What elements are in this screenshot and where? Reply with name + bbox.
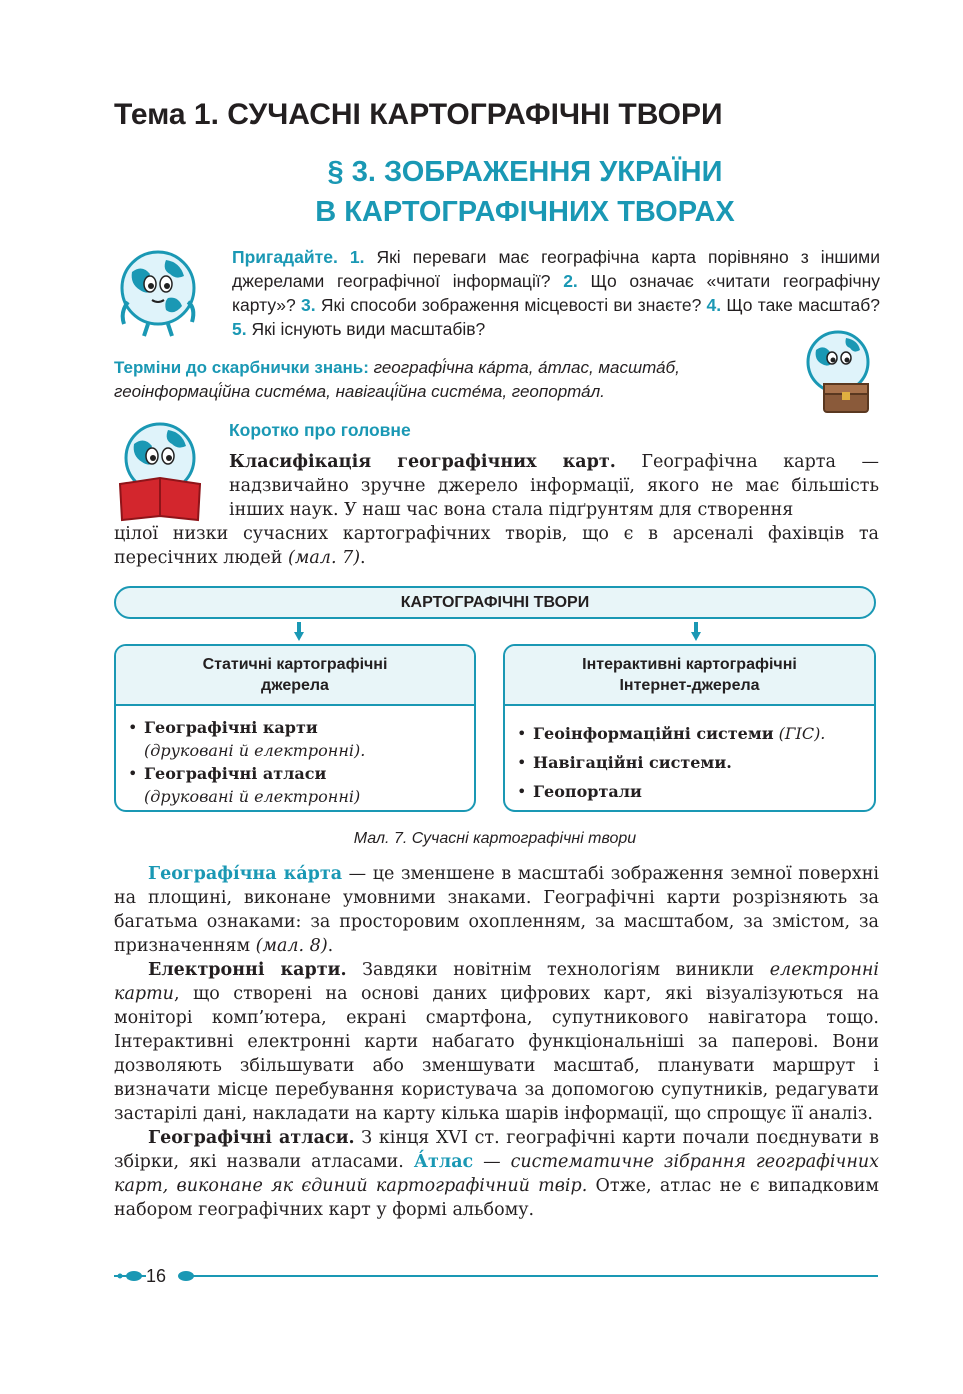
recall-question-2: Що означає «читати географічну карту»? bbox=[232, 271, 880, 315]
page-number: 16 bbox=[146, 1266, 167, 1286]
static-sources-heading bbox=[116, 646, 474, 706]
footer-line bbox=[195, 1275, 878, 1277]
recall-question-4: Що таке масштаб? bbox=[721, 295, 880, 315]
list-item bbox=[517, 780, 874, 803]
intro-text1: Географічна карта — надзвичайно зручне джерело інформації, якого не має більшість інших наук. У наш час вона стала підґрунтям для створення bbox=[229, 452, 879, 520]
intro-figure-ref: (мал. 7) bbox=[288, 548, 361, 568]
recall-question-1: Які переваги має географічна карта порівняно з іншими джерелами географічної інформації? bbox=[232, 247, 880, 291]
brief-heading: Коротко про головне bbox=[229, 420, 411, 440]
p2-text2: , що створені на основі даних цифрових карт, які візуалізуються на моніторі комп’ютера, екрані смартфона, супутникового навігатора тощо. Інтерактивні електронні карти набагато функціональніші за паперові. Вони дозволяють збільшувати або зменшувати масштаб, планувати маршрут і визначати місце перебування користувача за допомогою супутників, редагувати застарілі дані, накладати на карту кілька шарів інформації, що спрощує її аналіз. bbox=[114, 984, 879, 1124]
interactive-item-geoportals: Геопортали bbox=[533, 782, 642, 801]
p2-heading: Електронні карти. bbox=[148, 960, 347, 980]
intro-paragraph-part1 bbox=[229, 450, 879, 522]
intro-end: . bbox=[360, 548, 366, 568]
static-sources-list bbox=[116, 706, 474, 808]
paragraph-map-definition bbox=[114, 862, 879, 958]
paragraph-electronic-maps bbox=[114, 958, 879, 1126]
interactive-item-gis: Геоінформаційні системи bbox=[533, 724, 774, 743]
figure-caption: Мал. 7. Сучасні картографічні твори bbox=[353, 830, 637, 847]
key-terms-list: географі́чна ка́рта, а́тлас, масшта́б, геоінформаці́йна систе́ма, навігаці́йна систе́ма, геопорта́л. bbox=[114, 358, 680, 401]
list-item bbox=[128, 716, 474, 762]
p3-italic: — систематичне зібрання географічних карт, виконане як єдиний картографічний твір. bbox=[114, 1152, 879, 1196]
p3-heading: Географічні атласи. bbox=[148, 1128, 355, 1148]
static-item-maps-note: (друковані й електронні). bbox=[144, 741, 366, 760]
paragraph-atlases bbox=[114, 1126, 879, 1222]
diagram-top-box: КАРТОГРАФІЧНІ ТВОРИ bbox=[114, 586, 876, 619]
arrow-down-icon bbox=[294, 622, 304, 642]
static-sources-heading-line1: Статичні картографічні bbox=[202, 656, 388, 673]
recall-label: Пригадайте. bbox=[232, 247, 338, 267]
interactive-sources-box bbox=[503, 644, 876, 812]
paragraph-title-line2: В КАРТОГРАФІЧНИХ ТВОРАХ bbox=[315, 196, 735, 228]
topic-title: Тема 1. СУЧАСНІ КАРТОГРАФІЧНІ ТВОРИ bbox=[114, 98, 723, 131]
interactive-item-gis-abbr: (ГІС). bbox=[773, 724, 826, 743]
recall-questions bbox=[232, 245, 880, 341]
p3-text2: Отже, атлас не є випадковим набором географічних карт у формі альбому. bbox=[114, 1176, 879, 1220]
recall-number-2: 2. bbox=[563, 271, 578, 291]
p3-text1: З кінця XVI ст. географічні карти почали поєднувати в збірки, які назвали атласами. bbox=[114, 1128, 879, 1172]
intro-bold: Класифікація географічних карт. bbox=[229, 452, 616, 472]
globe-mascot-reading-icon bbox=[108, 418, 218, 524]
list-item bbox=[128, 762, 474, 808]
p2-text1: Завдяки новітнім технологіям виникли bbox=[346, 960, 770, 980]
paragraph-title bbox=[180, 152, 870, 232]
p1-end: . bbox=[327, 936, 334, 956]
p2-italic: електронні карти bbox=[114, 960, 879, 1004]
globe-mascot-thinking-icon bbox=[108, 242, 208, 342]
list-item bbox=[517, 722, 874, 745]
arrow-down-icon bbox=[691, 622, 701, 642]
recall-number-1: 1. bbox=[349, 247, 365, 267]
interactive-sources-heading-line2: Інтернет-джерела bbox=[619, 677, 760, 694]
p1-text: — це зменшене в масштабі зображення земної поверхні на площині, виконане умовними знаками. Географічні карти розрізняють за багатьма ознаками: за просторовим охопленням, за масштабом, за змістом, за призначенням bbox=[114, 864, 879, 956]
static-item-maps: Географічні карти bbox=[144, 718, 318, 737]
interactive-sources-heading-line1: Інтерактивні картографічні bbox=[582, 656, 797, 673]
static-item-atlases: Географічні атласи bbox=[144, 764, 327, 783]
recall-question-3: Які способи зображення місцевості ви знаєте? bbox=[315, 295, 707, 315]
recall-number-4: 4. bbox=[706, 295, 722, 315]
term-atlas: А́тлас bbox=[413, 1152, 474, 1172]
static-item-atlases-note: (друковані й електронні) bbox=[144, 787, 361, 806]
interactive-sources-list bbox=[505, 706, 874, 803]
recall-question-5: Які існують види масштабів? bbox=[246, 319, 486, 339]
intro-paragraph-part2 bbox=[114, 522, 879, 570]
static-sources-box bbox=[114, 644, 476, 812]
interactive-item-navigation: Навігаційні системи. bbox=[533, 753, 732, 772]
interactive-sources-heading bbox=[505, 646, 874, 706]
intro-text2: цілої низки сучасних картографічних творів, що є в арсеналі фахівців та пересічних людей bbox=[114, 524, 879, 568]
list-item bbox=[517, 751, 874, 774]
paragraph-title-line1: § 3. ЗОБРАЖЕННЯ УКРАЇНИ bbox=[327, 156, 723, 188]
main-text bbox=[114, 862, 879, 1222]
key-terms-label: Терміни до скарбнички знань: bbox=[114, 358, 369, 377]
term-geographic-map: Географі́чна ка́рта bbox=[148, 864, 343, 884]
recall-number-5: 5. bbox=[232, 319, 247, 339]
footer-ornament-icon bbox=[114, 1268, 146, 1284]
globe-mascot-treasure-chest-icon bbox=[796, 328, 880, 418]
p1-figure-ref: (мал. 8) bbox=[255, 936, 328, 956]
static-sources-heading-line2: джерела bbox=[261, 677, 329, 694]
recall-number-3: 3. bbox=[300, 295, 316, 315]
key-terms bbox=[114, 356, 784, 404]
